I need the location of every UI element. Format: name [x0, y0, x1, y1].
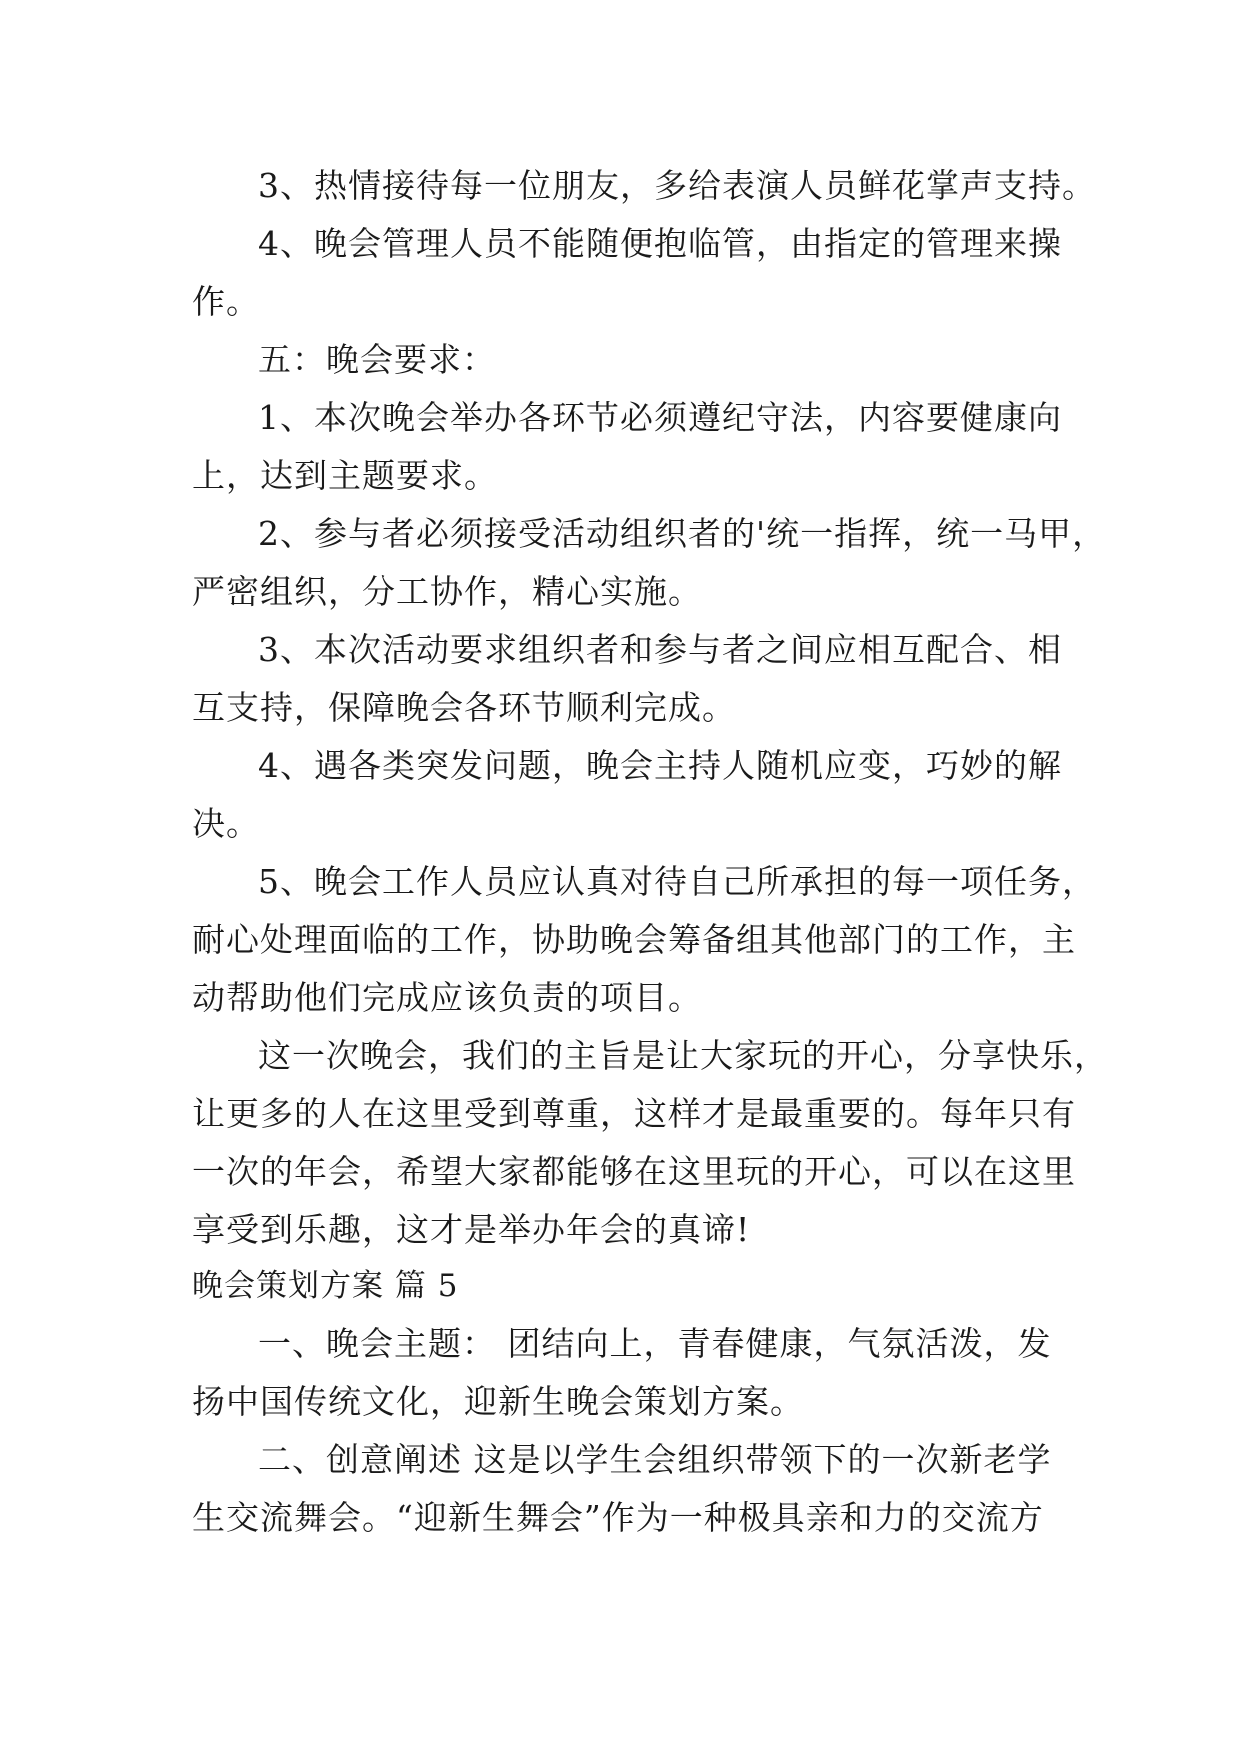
paragraph-line-8: 严密组织，分工协作，精心实施。	[192, 572, 702, 611]
paragraph-line-18: 一次的年会，希望大家都能够在这里玩的开心，可以在这里	[192, 1152, 1076, 1191]
paragraph-line-16: 这一次晚会，我们的主旨是让大家玩的开心，分享快乐，	[258, 1036, 1108, 1075]
paragraph-line-14: 耐心处理面临的工作，协助晚会筹备组其他部门的工作，主	[192, 920, 1076, 959]
paragraph-line-23: 二、创意阐述 这是以学生会组织带领下的一次新老学	[258, 1440, 1052, 1479]
paragraph-line-12: 决。	[192, 804, 260, 843]
paragraph-line-15: 动帮助他们完成应该负责的项目。	[192, 978, 702, 1017]
paragraph-line-11: 4、遇各类突发问题，晚会主持人随机应变，巧妙的解	[258, 746, 1062, 785]
section-heading: 五：晚会要求：	[258, 340, 496, 379]
paragraph-line-19: 享受到乐趣，这才是举办年会的真谛!	[192, 1210, 751, 1249]
paragraph-line-3: 作。	[192, 282, 260, 321]
paragraph-line-5: 1、本次晚会举办各环节必须遵纪守法，内容要健康向	[258, 398, 1062, 437]
paragraph-line-24: 生交流舞会。“迎新生舞会”作为一种极具亲和力的交流方	[192, 1498, 1044, 1537]
article-title: 晚会策划方案 篇 5	[192, 1268, 459, 1304]
paragraph-line-13: 5、晚会工作人员应认真对待自己所承担的每一项任务，	[258, 862, 1096, 901]
paragraph-line-9: 3、本次活动要求组织者和参与者之间应相互配合、相	[258, 630, 1062, 669]
paragraph-line-17: 让更多的人在这里受到尊重，这样才是最重要的。每年只有	[192, 1094, 1076, 1133]
paragraph-line-7: 2、参与者必须接受活动组织者的'统一指挥，统一马甲，	[258, 514, 1107, 553]
paragraph-line-1: 3、热情接待每一位朋友，多给表演人员鲜花掌声支持。	[258, 166, 1096, 205]
paragraph-line-6: 上，达到主题要求。	[192, 456, 498, 495]
paragraph-line-2: 4、晚会管理人员不能随便抱临管，由指定的管理来操	[258, 224, 1062, 263]
paragraph-line-10: 互支持，保障晚会各环节顺利完成。	[192, 688, 736, 727]
paragraph-line-21: 一、晚会主题： 团结向上，青春健康，气氛活泼，发	[258, 1324, 1052, 1363]
paragraph-line-22: 扬中国传统文化，迎新生晚会策划方案。	[192, 1382, 804, 1421]
